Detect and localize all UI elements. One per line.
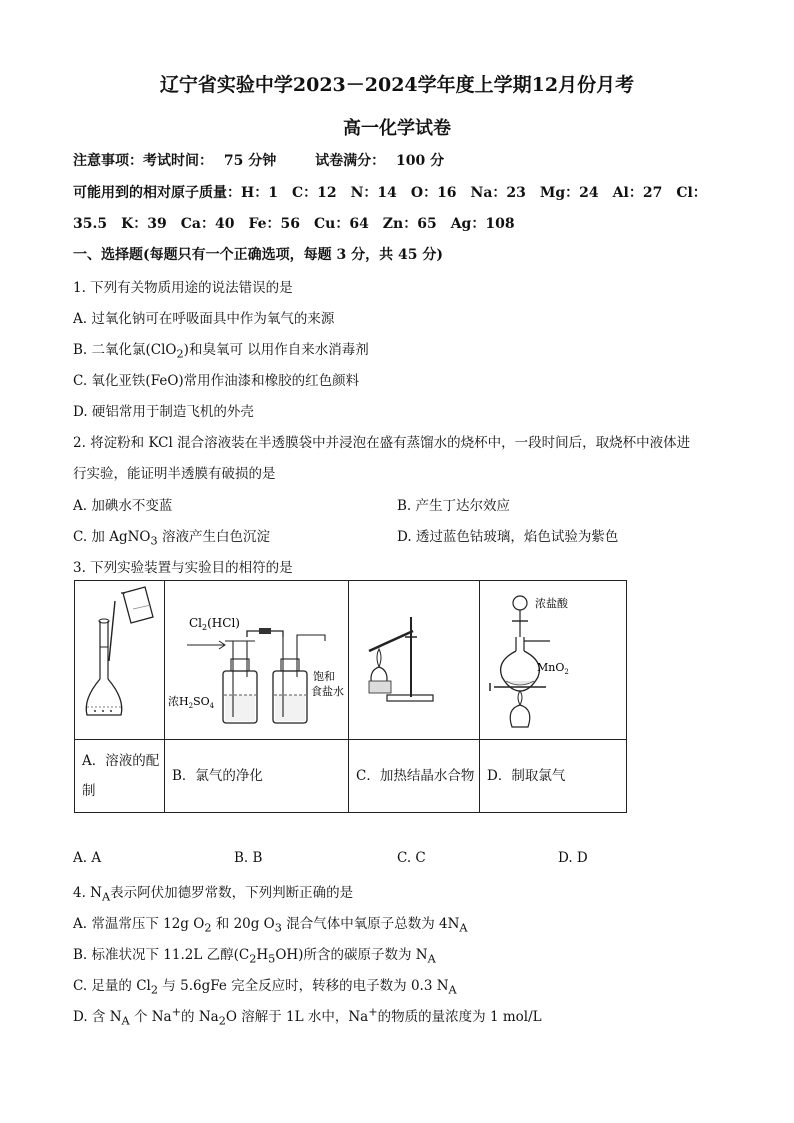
q1-option-c: C. 氧化亚铁(FeO)常用作油漆和橡胶的红色颜料: [73, 373, 360, 389]
q4-stem: 4. $N_A$表示阿伏加德罗常数，下列判断正确的是: [73, 885, 354, 904]
q2-stem-line2: 行实验，能证明半透膜有破损的是: [73, 466, 276, 482]
caption-b: B．氯气的净化: [165, 740, 349, 813]
q1-option-b: B. 二氧化氯(ClO$_2$)和臭氧可 以用作自来水消毒剂: [73, 342, 369, 361]
brine-label-1: 饱和: [313, 670, 335, 683]
q3-stem: 3. 下列实验装置与实验目的相符的是: [73, 560, 293, 576]
atomic-masses-line1: 可能用到的相对原子质量：H：1 C：12 N：14 O：16 Na：23 Mg：24 Al：27 Cl：: [73, 185, 707, 201]
volumetric-flask-figure: [75, 581, 164, 735]
caption-d: D．制取氯气: [480, 740, 627, 813]
figure-d-cell: [480, 581, 627, 740]
separatory-funnel-shape: [513, 596, 527, 610]
burner-shape: [510, 705, 530, 727]
figure-a-cell: [75, 581, 165, 740]
exam-notes: [73, 150, 444, 170]
gas-washing-figure: [165, 581, 348, 735]
exam-subtitle: 高一化学试卷: [343, 118, 451, 139]
heating-figure: [349, 581, 479, 735]
caption-c: C．加热结晶水合物: [349, 740, 480, 813]
q2-option-d: D. 透过蓝色钴玻璃，焰色试验为紫色: [397, 529, 619, 545]
q2-option-a: A. 加碘水不变蓝: [73, 498, 173, 514]
test-tube-shape: [369, 631, 413, 651]
brine-label-2: 食盐水: [311, 685, 344, 698]
hcl-label: 浓盐酸: [535, 597, 568, 610]
flask-body-shape: [86, 679, 122, 715]
q4-option-c: C. 足量的 $Cl_2$ 与 5.6gFe 完全反应时，转移的电子数为 0.3 $N_A$: [73, 978, 457, 997]
figure-c-cell: [349, 581, 480, 740]
q4-option-d: D. 含 $N_A$ 个 Na+的 $Na_2O$ 溶解于 1L 水中，Na+的物质的量浓度为 1 mol/L: [73, 1005, 542, 1028]
beaker-shape: [123, 587, 153, 623]
q3-answer-b: B. B: [234, 850, 263, 866]
gas-label: $Cl_2(HCl)$: [189, 616, 240, 632]
q2-option-b: B. 产生丁达尔效应: [397, 498, 511, 514]
q2-option-c: C. 加 AgNO$_3$ 溶液产生白色沉淀: [73, 529, 270, 548]
glass-rod-shape: [109, 601, 115, 661]
q2-stem-line1: 2. 将淀粉和 KCl 混合溶液装在半透膜袋中并浸泡在盛有蒸馏水的烧杯中，一段时间后，取烧杯中液体进: [73, 435, 691, 451]
q1-option-d: D. 硬铝常用于制造飞机的外壳: [73, 404, 254, 420]
q4-option-a: A. 常温常压下 12g $O_2$ 和 20g $O_3$ 混合气体中氧原子总数为 $4N_A$: [73, 916, 468, 935]
exam-title: 辽宁省实验中学2023－2024学年度上学期12月份月考: [159, 74, 635, 96]
exam-time: 75 分钟: [223, 153, 277, 169]
figure-b-cell: [165, 581, 349, 740]
notes-label: 注意事项：考试时间：: [73, 153, 213, 169]
q1-stem: 1. 下列有关物质用途的说法错误的是: [73, 280, 293, 296]
exam-score: 100 分: [395, 153, 445, 169]
acid-label: 浓$H_2SO_4$: [168, 695, 215, 710]
q3-answer-c: C. C: [397, 850, 426, 866]
atomic-masses-line2: 35.5 K：39 Ca：40 Fe：56 Cu：64 Zn：65 Ag：108: [73, 216, 515, 232]
q4-option-b: B. 标准状况下 11.2L 乙醇$(C_2H_5OH)$所含的碳原子数为 $N_A$: [73, 947, 436, 966]
section-heading: 一、选择题(每题只有一个正确选项，每题 3 分，共 45 分): [73, 247, 443, 263]
q3-answer-a: A. A: [73, 850, 102, 866]
chlorine-generator-figure: [480, 581, 626, 735]
mno2-label: MnO$_2$: [537, 661, 569, 676]
caption-a: A．溶液的配制: [75, 740, 165, 813]
q3-answer-d: D. D: [558, 850, 588, 866]
q1-option-a: A. 过氧化钠可在呼吸面具中作为氧气的来源: [73, 311, 335, 327]
q3-apparatus-table: [74, 580, 627, 813]
score-label: 试卷满分：: [315, 153, 386, 169]
